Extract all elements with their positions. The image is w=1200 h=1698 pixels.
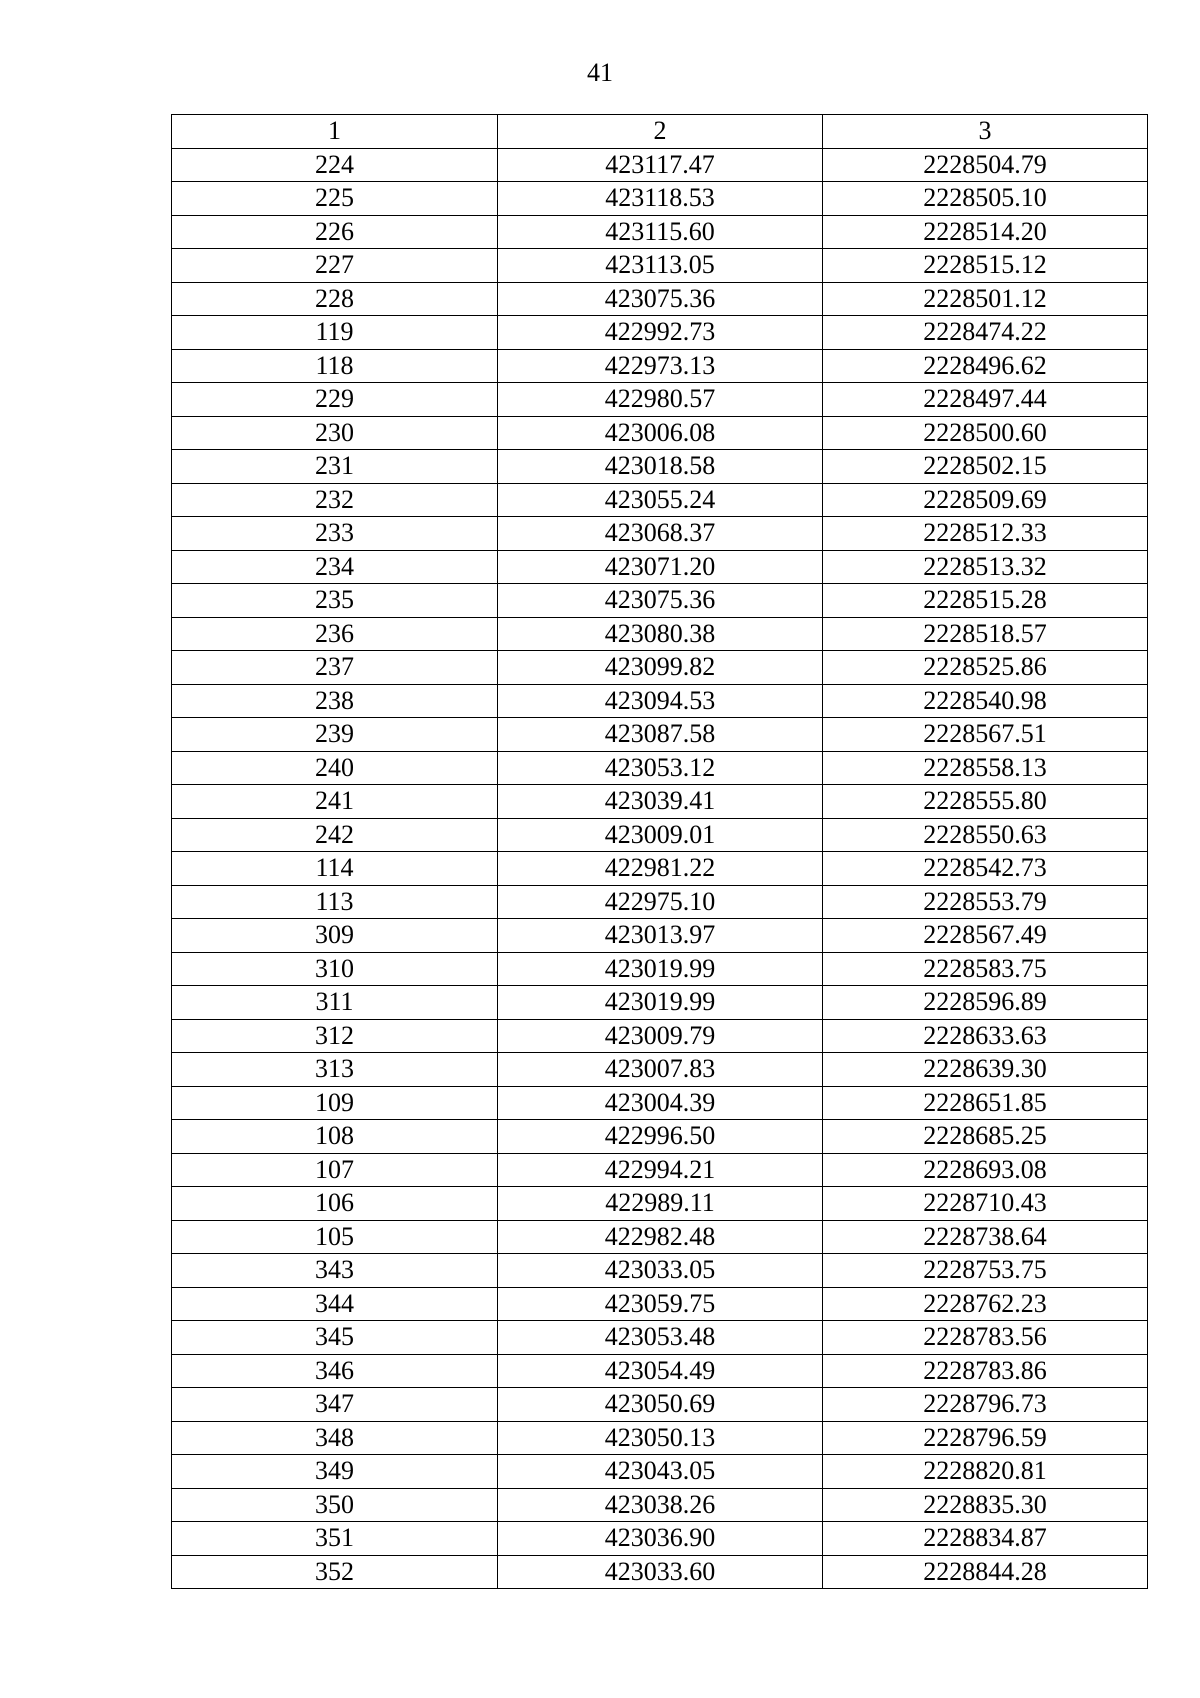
point-number-cell: 231: [172, 450, 498, 484]
point-number-cell: 225: [172, 182, 498, 216]
y-coordinate-cell: 2228513.32: [823, 550, 1148, 584]
y-coordinate-cell: 2228500.60: [823, 416, 1148, 450]
table-row: [172, 617, 1148, 651]
table-row: [172, 416, 1148, 450]
table-row: [172, 584, 1148, 618]
point-number-cell: 240: [172, 751, 498, 785]
point-number-cell: 235: [172, 584, 498, 618]
coordinates-table: [171, 114, 1148, 1589]
y-coordinate-cell: 2228693.08: [823, 1153, 1148, 1187]
point-number-cell: 234: [172, 550, 498, 584]
y-coordinate-cell: 2228525.86: [823, 651, 1148, 685]
y-coordinate-cell: 2228639.30: [823, 1053, 1148, 1087]
y-coordinate-cell: 2228540.98: [823, 684, 1148, 718]
point-number-cell: 106: [172, 1187, 498, 1221]
x-coordinate-cell: 423094.53: [498, 684, 823, 718]
point-number-cell: 229: [172, 383, 498, 417]
point-number-cell: 228: [172, 282, 498, 316]
table-row: [172, 182, 1148, 216]
point-number-cell: 344: [172, 1287, 498, 1321]
point-number-cell: 237: [172, 651, 498, 685]
page-number: 41: [587, 58, 613, 87]
x-coordinate-cell: 423009.01: [498, 818, 823, 852]
point-number-cell: 230: [172, 416, 498, 450]
point-number-cell: 343: [172, 1254, 498, 1288]
table-row: [172, 316, 1148, 350]
point-number-cell: 114: [172, 852, 498, 886]
table-row: [172, 1354, 1148, 1388]
point-number-cell: 312: [172, 1019, 498, 1053]
table-row: [172, 986, 1148, 1020]
point-number-cell: 352: [172, 1555, 498, 1589]
y-coordinate-cell: 2228542.73: [823, 852, 1148, 886]
point-number-cell: 239: [172, 718, 498, 752]
y-coordinate-cell: 2228474.22: [823, 316, 1148, 350]
table-row: [172, 818, 1148, 852]
table-row: [172, 1086, 1148, 1120]
y-coordinate-cell: 2228834.87: [823, 1522, 1148, 1556]
x-coordinate-cell: 422982.48: [498, 1220, 823, 1254]
point-number-cell: 233: [172, 517, 498, 551]
y-coordinate-cell: 2228501.12: [823, 282, 1148, 316]
x-coordinate-cell: 423080.38: [498, 617, 823, 651]
y-coordinate-cell: 2228509.69: [823, 483, 1148, 517]
x-coordinate-cell: 423038.26: [498, 1488, 823, 1522]
x-coordinate-cell: 423053.48: [498, 1321, 823, 1355]
table-row: [172, 1019, 1148, 1053]
table-body: [172, 115, 1148, 1589]
table-row: [172, 1555, 1148, 1589]
point-number-cell: 232: [172, 483, 498, 517]
y-coordinate-cell: 2228504.79: [823, 148, 1148, 182]
y-coordinate-cell: 2228796.73: [823, 1388, 1148, 1422]
table-row: [172, 1220, 1148, 1254]
y-coordinate-cell: 2228596.89: [823, 986, 1148, 1020]
x-coordinate-cell: 423117.47: [498, 148, 823, 182]
y-coordinate-cell: 2228515.28: [823, 584, 1148, 618]
point-number-cell: 227: [172, 249, 498, 283]
y-coordinate-cell: 2228820.81: [823, 1455, 1148, 1489]
x-coordinate-cell: 423033.60: [498, 1555, 823, 1589]
point-number-cell: 345: [172, 1321, 498, 1355]
point-number-cell: 310: [172, 952, 498, 986]
x-coordinate-cell: 423053.12: [498, 751, 823, 785]
x-coordinate-cell: 423019.99: [498, 986, 823, 1020]
table-row: [172, 1120, 1148, 1154]
point-number-cell: 313: [172, 1053, 498, 1087]
table-row: [172, 852, 1148, 886]
y-coordinate-cell: 2228685.25: [823, 1120, 1148, 1154]
y-coordinate-cell: 2228583.75: [823, 952, 1148, 986]
table-row: [172, 1421, 1148, 1455]
table-row: [172, 450, 1148, 484]
y-coordinate-cell: 2228783.56: [823, 1321, 1148, 1355]
table-row: [172, 1388, 1148, 1422]
x-coordinate-cell: 423043.05: [498, 1455, 823, 1489]
table-row: [172, 249, 1148, 283]
x-coordinate-cell: 422992.73: [498, 316, 823, 350]
table-row: [172, 148, 1148, 182]
x-coordinate-cell: 423118.53: [498, 182, 823, 216]
y-coordinate-cell: 2228505.10: [823, 182, 1148, 216]
x-coordinate-cell: 423113.05: [498, 249, 823, 283]
x-coordinate-cell: 423009.79: [498, 1019, 823, 1053]
table-row: [172, 751, 1148, 785]
x-coordinate-cell: 423019.99: [498, 952, 823, 986]
x-coordinate-cell: 423075.36: [498, 282, 823, 316]
x-coordinate-cell: 422994.21: [498, 1153, 823, 1187]
table-row: [172, 215, 1148, 249]
table-row: [172, 919, 1148, 953]
point-number-cell: 348: [172, 1421, 498, 1455]
table-row: [172, 718, 1148, 752]
point-number-cell: 241: [172, 785, 498, 819]
table-row: [172, 1488, 1148, 1522]
y-coordinate-cell: 2228651.85: [823, 1086, 1148, 1120]
point-number-cell: 107: [172, 1153, 498, 1187]
point-number-cell: 238: [172, 684, 498, 718]
table-row: [172, 1187, 1148, 1221]
y-coordinate-cell: 2228550.63: [823, 818, 1148, 852]
x-coordinate-cell: 423050.13: [498, 1421, 823, 1455]
point-number-cell: 351: [172, 1522, 498, 1556]
x-coordinate-cell: 422996.50: [498, 1120, 823, 1154]
y-coordinate-cell: 2228518.57: [823, 617, 1148, 651]
x-coordinate-cell: 423007.83: [498, 1053, 823, 1087]
y-coordinate-cell: 2228738.64: [823, 1220, 1148, 1254]
table-row: [172, 1287, 1148, 1321]
point-number-cell: 109: [172, 1086, 498, 1120]
table-row: [172, 483, 1148, 517]
x-coordinate-cell: 422981.22: [498, 852, 823, 886]
point-number-cell: 349: [172, 1455, 498, 1489]
point-number-cell: 105: [172, 1220, 498, 1254]
y-coordinate-cell: 2228558.13: [823, 751, 1148, 785]
y-coordinate-cell: 2228496.62: [823, 349, 1148, 383]
table-row: [172, 282, 1148, 316]
point-number-cell: 224: [172, 148, 498, 182]
x-coordinate-cell: 423059.75: [498, 1287, 823, 1321]
point-number-cell: 108: [172, 1120, 498, 1154]
x-coordinate-cell: 423068.37: [498, 517, 823, 551]
table-row: [172, 1053, 1148, 1087]
column-header-2: 2: [498, 115, 823, 149]
table-row: [172, 1455, 1148, 1489]
point-number-cell: 113: [172, 885, 498, 919]
y-coordinate-cell: 2228753.75: [823, 1254, 1148, 1288]
x-coordinate-cell: 423004.39: [498, 1086, 823, 1120]
point-number-cell: 242: [172, 818, 498, 852]
x-coordinate-cell: 423115.60: [498, 215, 823, 249]
table-row: [172, 684, 1148, 718]
x-coordinate-cell: 422973.13: [498, 349, 823, 383]
table-header-row: [172, 115, 1148, 149]
y-coordinate-cell: 2228567.51: [823, 718, 1148, 752]
y-coordinate-cell: 2228710.43: [823, 1187, 1148, 1221]
y-coordinate-cell: 2228512.33: [823, 517, 1148, 551]
point-number-cell: 347: [172, 1388, 498, 1422]
column-header-1: 1: [172, 115, 498, 149]
y-coordinate-cell: 2228497.44: [823, 383, 1148, 417]
x-coordinate-cell: 423075.36: [498, 584, 823, 618]
x-coordinate-cell: 423099.82: [498, 651, 823, 685]
y-coordinate-cell: 2228515.12: [823, 249, 1148, 283]
table-row: [172, 517, 1148, 551]
point-number-cell: 346: [172, 1354, 498, 1388]
x-coordinate-cell: 423013.97: [498, 919, 823, 953]
x-coordinate-cell: 423071.20: [498, 550, 823, 584]
table-row: [172, 1254, 1148, 1288]
x-coordinate-cell: 423033.05: [498, 1254, 823, 1288]
point-number-cell: 226: [172, 215, 498, 249]
y-coordinate-cell: 2228514.20: [823, 215, 1148, 249]
table-row: [172, 952, 1148, 986]
x-coordinate-cell: 423039.41: [498, 785, 823, 819]
table-row: [172, 785, 1148, 819]
x-coordinate-cell: 423050.69: [498, 1388, 823, 1422]
x-coordinate-cell: 422989.11: [498, 1187, 823, 1221]
x-coordinate-cell: 423087.58: [498, 718, 823, 752]
x-coordinate-cell: 422975.10: [498, 885, 823, 919]
y-coordinate-cell: 2228783.86: [823, 1354, 1148, 1388]
y-coordinate-cell: 2228844.28: [823, 1555, 1148, 1589]
y-coordinate-cell: 2228633.63: [823, 1019, 1148, 1053]
column-header-3: 3: [823, 115, 1148, 149]
x-coordinate-cell: 423018.58: [498, 450, 823, 484]
table-row: [172, 349, 1148, 383]
table-row: [172, 885, 1148, 919]
table-row: [172, 1321, 1148, 1355]
table-row: [172, 550, 1148, 584]
y-coordinate-cell: 2228553.79: [823, 885, 1148, 919]
table-row: [172, 383, 1148, 417]
y-coordinate-cell: 2228502.15: [823, 450, 1148, 484]
point-number-cell: 309: [172, 919, 498, 953]
table-row: [172, 1153, 1148, 1187]
x-coordinate-cell: 422980.57: [498, 383, 823, 417]
table-row: [172, 651, 1148, 685]
table-row: [172, 1522, 1148, 1556]
y-coordinate-cell: 2228796.59: [823, 1421, 1148, 1455]
y-coordinate-cell: 2228762.23: [823, 1287, 1148, 1321]
y-coordinate-cell: 2228835.30: [823, 1488, 1148, 1522]
y-coordinate-cell: 2228555.80: [823, 785, 1148, 819]
point-number-cell: 311: [172, 986, 498, 1020]
x-coordinate-cell: 423054.49: [498, 1354, 823, 1388]
point-number-cell: 118: [172, 349, 498, 383]
point-number-cell: 350: [172, 1488, 498, 1522]
x-coordinate-cell: 423055.24: [498, 483, 823, 517]
point-number-cell: 236: [172, 617, 498, 651]
point-number-cell: 119: [172, 316, 498, 350]
y-coordinate-cell: 2228567.49: [823, 919, 1148, 953]
x-coordinate-cell: 423006.08: [498, 416, 823, 450]
x-coordinate-cell: 423036.90: [498, 1522, 823, 1556]
